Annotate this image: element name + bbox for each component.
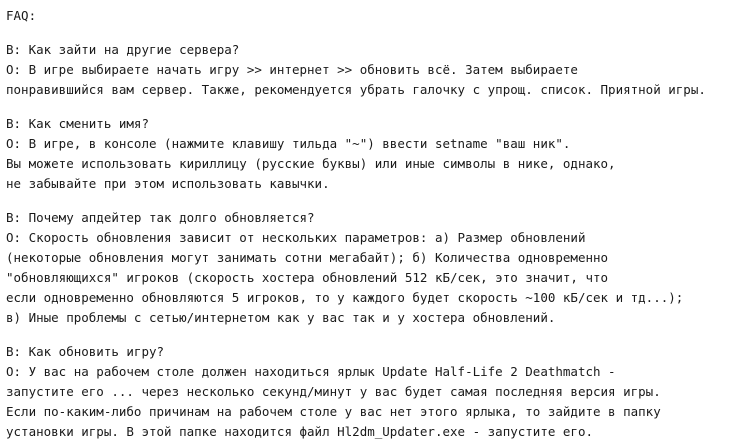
page-title: FAQ: xyxy=(6,8,37,23)
faq-question-line: В: Как зайти на другие сервера? xyxy=(6,42,240,57)
faq-question-line: В: Почему апдейтер так долго обновляется? xyxy=(6,210,315,225)
faq-answer-line: "обновляющихся" игроков (скорость хостера обновлений 512 кБ/сек, это значит, что xyxy=(6,270,609,285)
faq-answer-line: не забывайте при этом использовать кавычки. xyxy=(6,176,330,191)
faq-entry xyxy=(6,40,744,100)
faq-entry xyxy=(6,208,744,328)
faq-answer-line: О: В игре, в консоле (нажмите клавишу тильда "~") ввести setname "ваш ник". xyxy=(6,136,571,151)
faq-answer-line: если одновременно обновляются 5 игроков, то у каждого будет скорость ~100 кБ/сек и тд...); xyxy=(6,290,684,305)
faq-answer-line: Вы можете использовать кириллицу (русские буквы) или иные символы в нике, однако, xyxy=(6,156,616,171)
faq-answer-line: О: У вас на рабочем столе должен находиться ярлык Update Half-Life 2 Deathmatch - xyxy=(6,364,616,379)
faq-answer-line: установки игры. В этой папке находится файл Hl2dm_Updater.exe - запустите его. xyxy=(6,424,593,439)
faq-answer-line: понравившийся вам сервер. Также, рекомендуется убрать галочку с упрощ. список. Приятной игры. xyxy=(6,82,706,97)
faq-entry xyxy=(6,342,744,442)
faq-answer-line: в) Иные проблемы с сетью/интернетом как у вас так и у хостера обновлений. xyxy=(6,310,556,325)
faq-question-line: В: Как обновить игру? xyxy=(6,344,165,359)
faq-answer-line: запустите его ... через несколько секунд/минут у вас будет самая последняя версия игры. xyxy=(6,384,661,399)
faq-entry xyxy=(6,114,744,194)
faq-answer-line: Если по-каким-либо причинам на рабочем столе у вас нет этого ярлыка, то зайдите в папку xyxy=(6,404,661,419)
faq-answer-line: (некоторые обновления могут занимать сотни мегабайт); б) Количества одновременно xyxy=(6,250,609,265)
faq-answer-line: О: В игре выбираете начать игру >> интернет >> обновить всё. Затем выбираете xyxy=(6,62,578,77)
faq-answer-line: О: Скорость обновления зависит от нескольких параметров: а) Размер обновлений xyxy=(6,230,586,245)
faq-question-line: В: Как сменить имя? xyxy=(6,116,149,131)
